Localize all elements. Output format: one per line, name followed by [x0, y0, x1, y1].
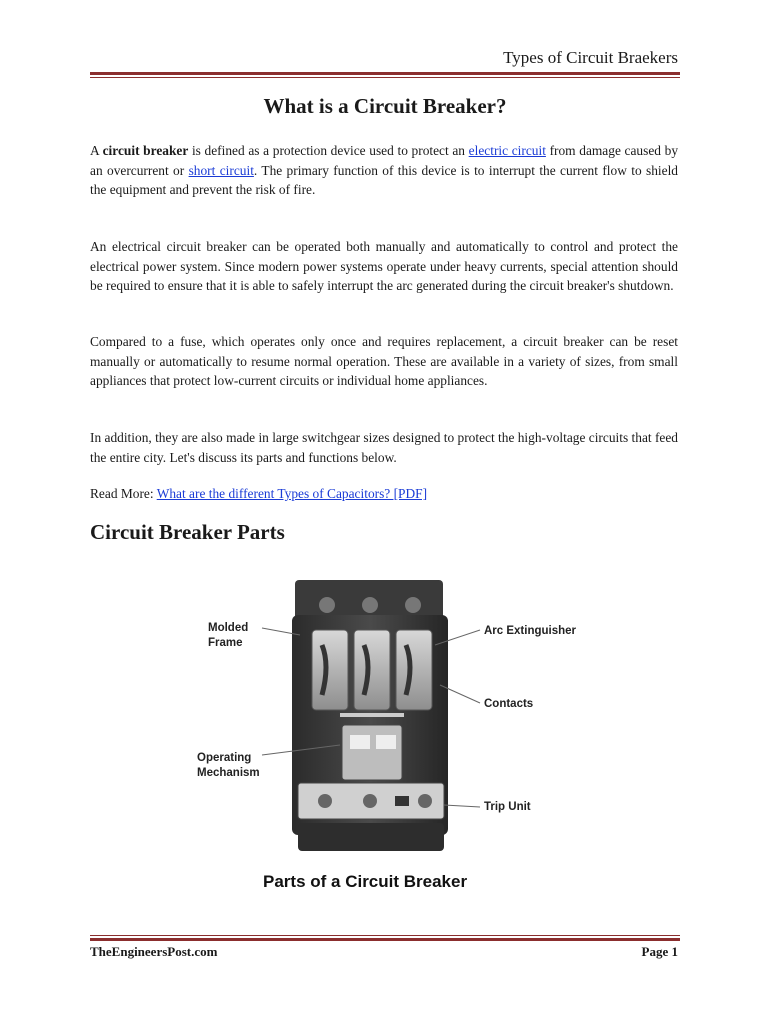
- link-electric-circuit[interactable]: electric circuit: [468, 143, 546, 158]
- footer-rule-thin: [90, 935, 680, 936]
- paragraph-operation: An electrical circuit breaker can be operated both manually and automatically to control and protect the electrical power system. Since modern power systems operate under heavy currents, special attention should be required to ensure that it is able to safely interrupt the arc generated during the circuit breaker's shutdown.: [90, 239, 678, 293]
- paragraph-switchgear: In addition, they are also made in large switchgear sizes designed to protect the high-voltage circuits that feed the entire city. Let's discuss its parts and functions below.: [90, 430, 678, 465]
- arc-chute-1: [312, 630, 348, 710]
- operating-mechanism: [342, 725, 402, 780]
- page-title: What is a Circuit Breaker?: [263, 94, 507, 118]
- label-line: Frame: [208, 637, 243, 649]
- link-short-circuit[interactable]: short circuit: [188, 162, 254, 178]
- label-trip-unit: Trip Unit: [484, 801, 531, 813]
- label-operating-mechanism: [197, 751, 260, 781]
- label-line: Mechanism: [197, 767, 260, 779]
- bold-term: circuit breaker: [102, 143, 189, 158]
- label-arc-extinguisher: Arc Extinguisher: [484, 625, 577, 637]
- label-line: Molded: [208, 622, 249, 634]
- footer-page-number: Page 1: [641, 944, 678, 959]
- section-heading: Circuit Breaker Parts: [90, 520, 285, 544]
- read-more: [90, 484, 678, 504]
- label-molded-frame: [208, 621, 248, 651]
- read-more-label: Read More:: [90, 486, 157, 501]
- page-header-title: Types of Circuit Braekers: [503, 48, 678, 67]
- text: from damage caused by an overcurrent or: [90, 143, 679, 178]
- text: . The primary function of this device is to interrupt the current flow to shield the equipment and prevent the risk of fire.: [90, 162, 678, 197]
- paragraph-fuse-comparison: Compared to a fuse, which operates only once and requires replacement, a circuit breaker can be reset manually or automatically to resume normal operation. These are available in a variety of sizes, from small appliances that protect low-current circuits or individual home appliances.: [90, 334, 678, 388]
- figure-caption: Parts of a Circuit Breaker: [263, 872, 468, 891]
- arc-chute-3: [396, 630, 432, 710]
- link-capacitors-pdf[interactable]: What are the different Types of Capacitors? [PDF]: [156, 486, 428, 501]
- footer-rule: [90, 938, 680, 941]
- footer-site: TheEngineersPost.com: [90, 944, 218, 959]
- header-rule: [90, 72, 680, 75]
- header-rule-thin: [90, 77, 680, 78]
- text: is defined as a protection device used to protect an: [188, 143, 469, 158]
- text: A: [90, 143, 103, 158]
- paragraph-intro: [90, 141, 678, 200]
- label-line: Operating: [197, 752, 252, 764]
- label-contacts: Contacts: [484, 698, 534, 710]
- circuit-breaker-figure: [190, 565, 590, 905]
- arc-chute-2: [354, 630, 390, 710]
